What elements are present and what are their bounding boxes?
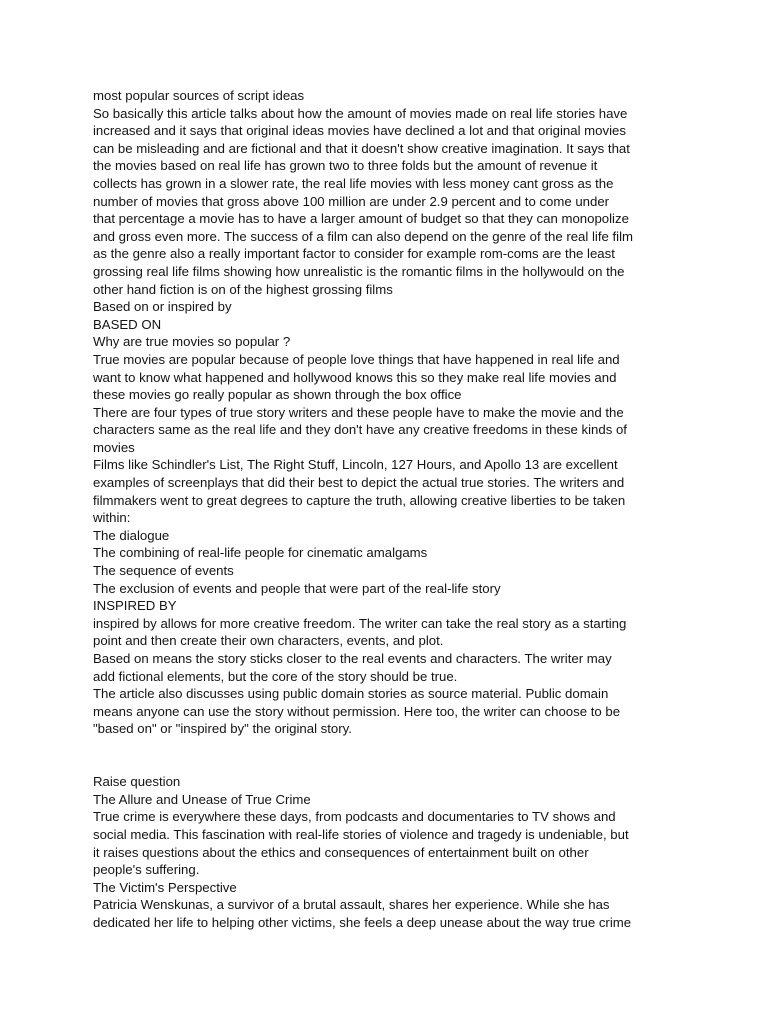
text-line: The Victim's Perspective xyxy=(93,879,237,895)
text-line: other hand fiction is on of the highest grossing films xyxy=(93,281,393,297)
text-line: examples of screenplays that did their best to depict the actual true stories. The writers and xyxy=(93,475,625,491)
text-line: number of movies that gross above 100 million are under 2.9 percent and to come under xyxy=(93,193,610,209)
text-line: The article also discusses using public domain stories as source material. Public domain xyxy=(93,686,609,702)
text-line: filmmakers went to great degrees to capture the truth, allowing creative liberties to be taken xyxy=(93,492,626,508)
text-line xyxy=(93,738,693,756)
text-line: Patricia Wenskunas, a survivor of a brutal assault, shares her experience. While she has xyxy=(93,897,610,913)
text-line: The exclusion of events and people that were part of the real-life story xyxy=(93,580,501,596)
text-line: Raise question xyxy=(93,774,181,790)
text-line: the movies based on real life has grown two to three folds but the amount of revenue it xyxy=(93,158,598,174)
text-line: and gross even more. The success of a film can also depend on the genre of the real life film xyxy=(93,228,634,244)
text-line: inspired by allows for more creative freedom. The writer can take the real story as a starting xyxy=(93,615,627,631)
text-line: collects has grown in a slower rate, the real life movies with less money cant gross as the xyxy=(93,175,614,191)
text-line: add fictional elements, but the core of the story should be true. xyxy=(93,668,458,684)
text-line: characters same as the real life and they don't have any creative freedoms in these kinds of xyxy=(93,422,627,438)
text-line: want to know what happened and hollywood knows this so they make real life movies and xyxy=(93,369,617,385)
text-line: INSPIRED BY xyxy=(93,598,177,614)
text-line: The sequence of events xyxy=(93,563,234,579)
text-line: most popular sources of script ideas xyxy=(93,88,305,103)
text-line: that percentage a movie has to have a larger amount of budget so that they can monopolize xyxy=(93,211,629,227)
text-line xyxy=(93,756,693,774)
text-line: as the genre also a really important factor to consider for example rom-coms are the least xyxy=(93,246,615,262)
text-line: Based on or inspired by xyxy=(93,299,232,315)
text-line: The Allure and Unease of True Crime xyxy=(93,791,311,807)
text-line: Films like Schindler's List, The Right Stuff, Lincoln, 127 Hours, and Apollo 13 are excellent xyxy=(93,457,618,473)
text-line: increased and it says that original ideas movies have declined a lot and that original movies xyxy=(93,123,626,139)
text-line: means anyone can use the story without permission. Here too, the writer can choose to be xyxy=(93,703,621,719)
text-line: can be misleading and are fictional and that it doesn't show creative imagination. It says that xyxy=(93,140,630,156)
text-line: social media. This fascination with real-life stories of violence and tragedy is undeniable, but xyxy=(93,826,629,842)
text-line: BASED ON xyxy=(93,316,162,332)
text-line: The combining of real-life people for cinematic amalgams xyxy=(93,545,428,561)
text-line: these movies go really popular as shown through the box office xyxy=(93,387,462,403)
text-line: True crime is everywhere these days, from podcasts and documentaries to TV shows and xyxy=(93,809,616,825)
text-line: it raises questions about the ethics and consequences of entertainment built on other xyxy=(93,844,589,860)
text-line: Why are true movies so popular ? xyxy=(93,334,291,350)
text-line: The dialogue xyxy=(93,527,170,543)
document-body xyxy=(93,87,693,932)
text-line: movies xyxy=(93,439,135,455)
text-line: True movies are popular because of people love things that have happened in real life and xyxy=(93,351,620,367)
text-line: people's suffering. xyxy=(93,862,200,878)
text-line: "based on" or "inspired by" the original story. xyxy=(93,721,352,737)
text-line: point and then create their own characters, events, and plot. xyxy=(93,633,444,649)
text-line: grossing real life films showing how unrealistic is the romantic films in the hollywould on the xyxy=(93,263,625,279)
text-line: Based on means the story sticks closer to the real events and characters. The writer may xyxy=(93,651,612,666)
text-line: So basically this article talks about how the amount of movies made on real life stories have xyxy=(93,105,628,121)
text-line: dedicated her life to helping other victims, she feels a deep unease about the way true crime xyxy=(93,914,632,930)
text-line: There are four types of true story writers and these people have to make the movie and the xyxy=(93,404,624,420)
text-line: within: xyxy=(93,510,131,526)
